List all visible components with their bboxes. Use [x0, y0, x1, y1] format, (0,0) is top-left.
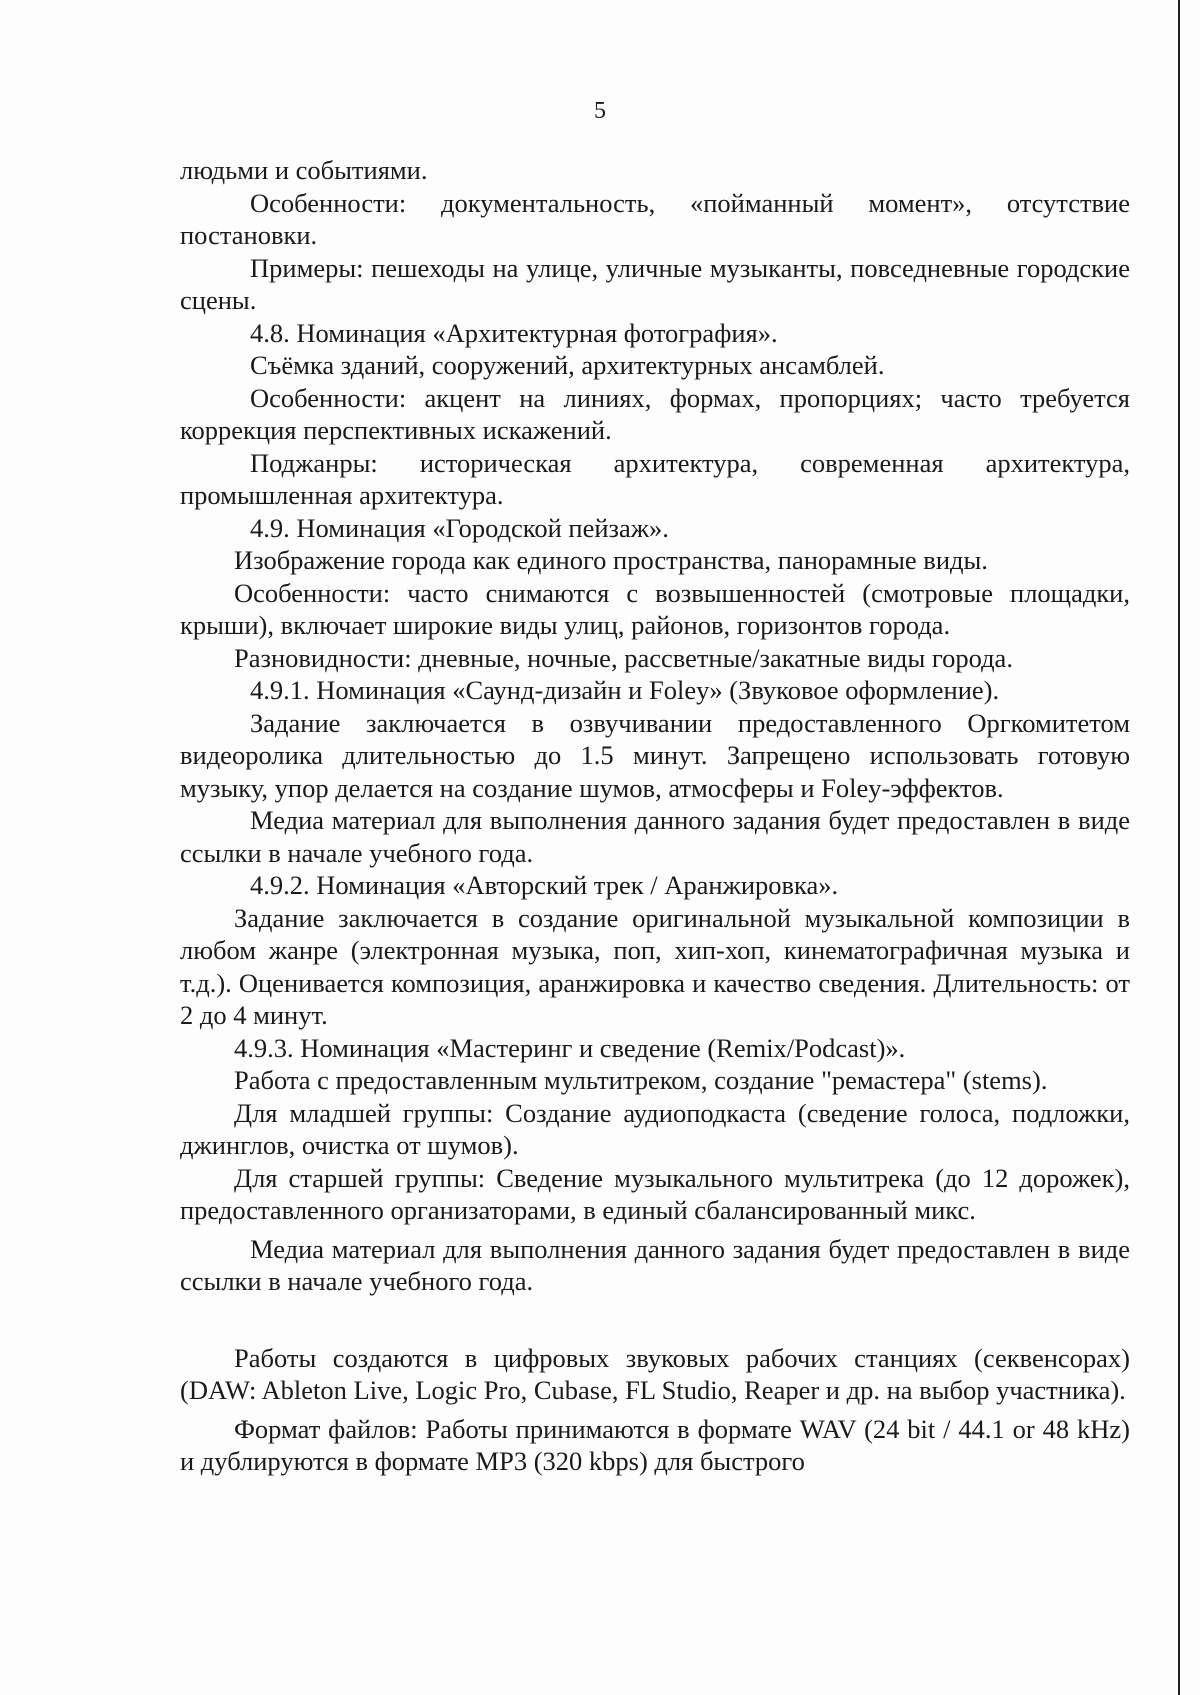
section-heading: 4.9.2. Номинация «Авторский трек / Аранжировка». — [250, 870, 839, 900]
section-heading: 4.8. Номинация «Архитектурная фотография». — [250, 317, 778, 348]
paragraph: Изображение города как единого пространства, панорамные виды. — [234, 545, 988, 575]
section-heading: 4.9.3. Номинация «Мастеринг и сведение (Remix/Podcast)». — [234, 1032, 906, 1063]
section-heading: 4.9.1. Номинация «Саунд-дизайн и Foley» (Звуковое оформление). — [250, 675, 1000, 705]
paragraph: Медиа материал для выполнения данного задания будет предоставлен в виде ссылки в начале учебного года. — [180, 1233, 1130, 1296]
paragraph: Для младшей группы: Создание аудиоподкаста (сведение голоса, подложки, джинглов, очистка от шумов). — [180, 1097, 1130, 1160]
paragraph: Съёмка зданий, сооружений, архитектурных ансамблей. — [250, 350, 885, 380]
paragraph: Задание заключается в озвучивании предоставленного Оргкомитетом видеоролика длительностью до 1.5 минут. Запрещено использовать готовую музыку, упор делается на создание шумов, атмосферы и Foley-эффектов. — [180, 707, 1130, 803]
paragraph: Работа с предоставленным мультитреком, создание "ремастера" (stems). — [234, 1065, 1048, 1095]
paragraph: Поджанры: историческая архитектура, современная архитектура, промышленная архитектура. — [180, 447, 1130, 510]
section-heading: 4.9. Номинация «Городской пейзаж». — [250, 512, 669, 543]
paragraph: Медиа материал для выполнения данного задания будет предоставлен в виде ссылки в начале учебного года. — [180, 805, 1130, 868]
paragraph: Для старшей группы: Сведение музыкального мультитрека (до 12 дорожек), предоставленного организаторами, в единый сбалансированный микс. — [180, 1162, 1130, 1225]
paragraph: Работы создаются в цифровых звуковых рабочих станциях (секвенсорах) (DAW: Ableton Live, Logic Pro, Cubase, FL Studio, Reaper и др. на выбор участника). — [180, 1342, 1130, 1405]
page-number: 5 — [594, 98, 606, 124]
paragraph: Формат файлов: Работы принимаются в формате WAV (24 bit / 44.1 or 48 kHz) и дублируются в формате MP3 (320 kbps) для быстрого — [180, 1413, 1130, 1476]
paragraph: Особенности: часто снимаются с возвышенностей (смотровые площадки, крыши), включает широкие виды улиц, районов, горизонтов города. — [180, 577, 1130, 640]
paragraph: Особенности: акцент на линиях, формах, пропорциях; часто требуется коррекция перспективных искажений. — [180, 382, 1130, 445]
paragraph: Задание заключается в создание оригинальной музыкальной композиции в любом жанре (электронная музыка, поп, хип-хоп, кинематографичная музыка и т.д.). Оценивается композиция, аранжировка и качество сведения. Длительность: от 2 до 4 минут. — [180, 902, 1130, 1030]
document-body — [180, 154, 1130, 1478]
paragraph: Особенности: документальность, «пойманный момент», отсутствие постановки. — [180, 187, 1130, 250]
scan-edge-line — [1178, 0, 1180, 1695]
paragraph: людьми и событиями. — [180, 155, 428, 185]
paragraph: Разновидности: дневные, ночные, рассветные/закатные виды города. — [234, 642, 1013, 673]
paragraph: Примеры: пешеходы на улице, уличные музыканты, повседневные городские сцены. — [180, 252, 1130, 315]
